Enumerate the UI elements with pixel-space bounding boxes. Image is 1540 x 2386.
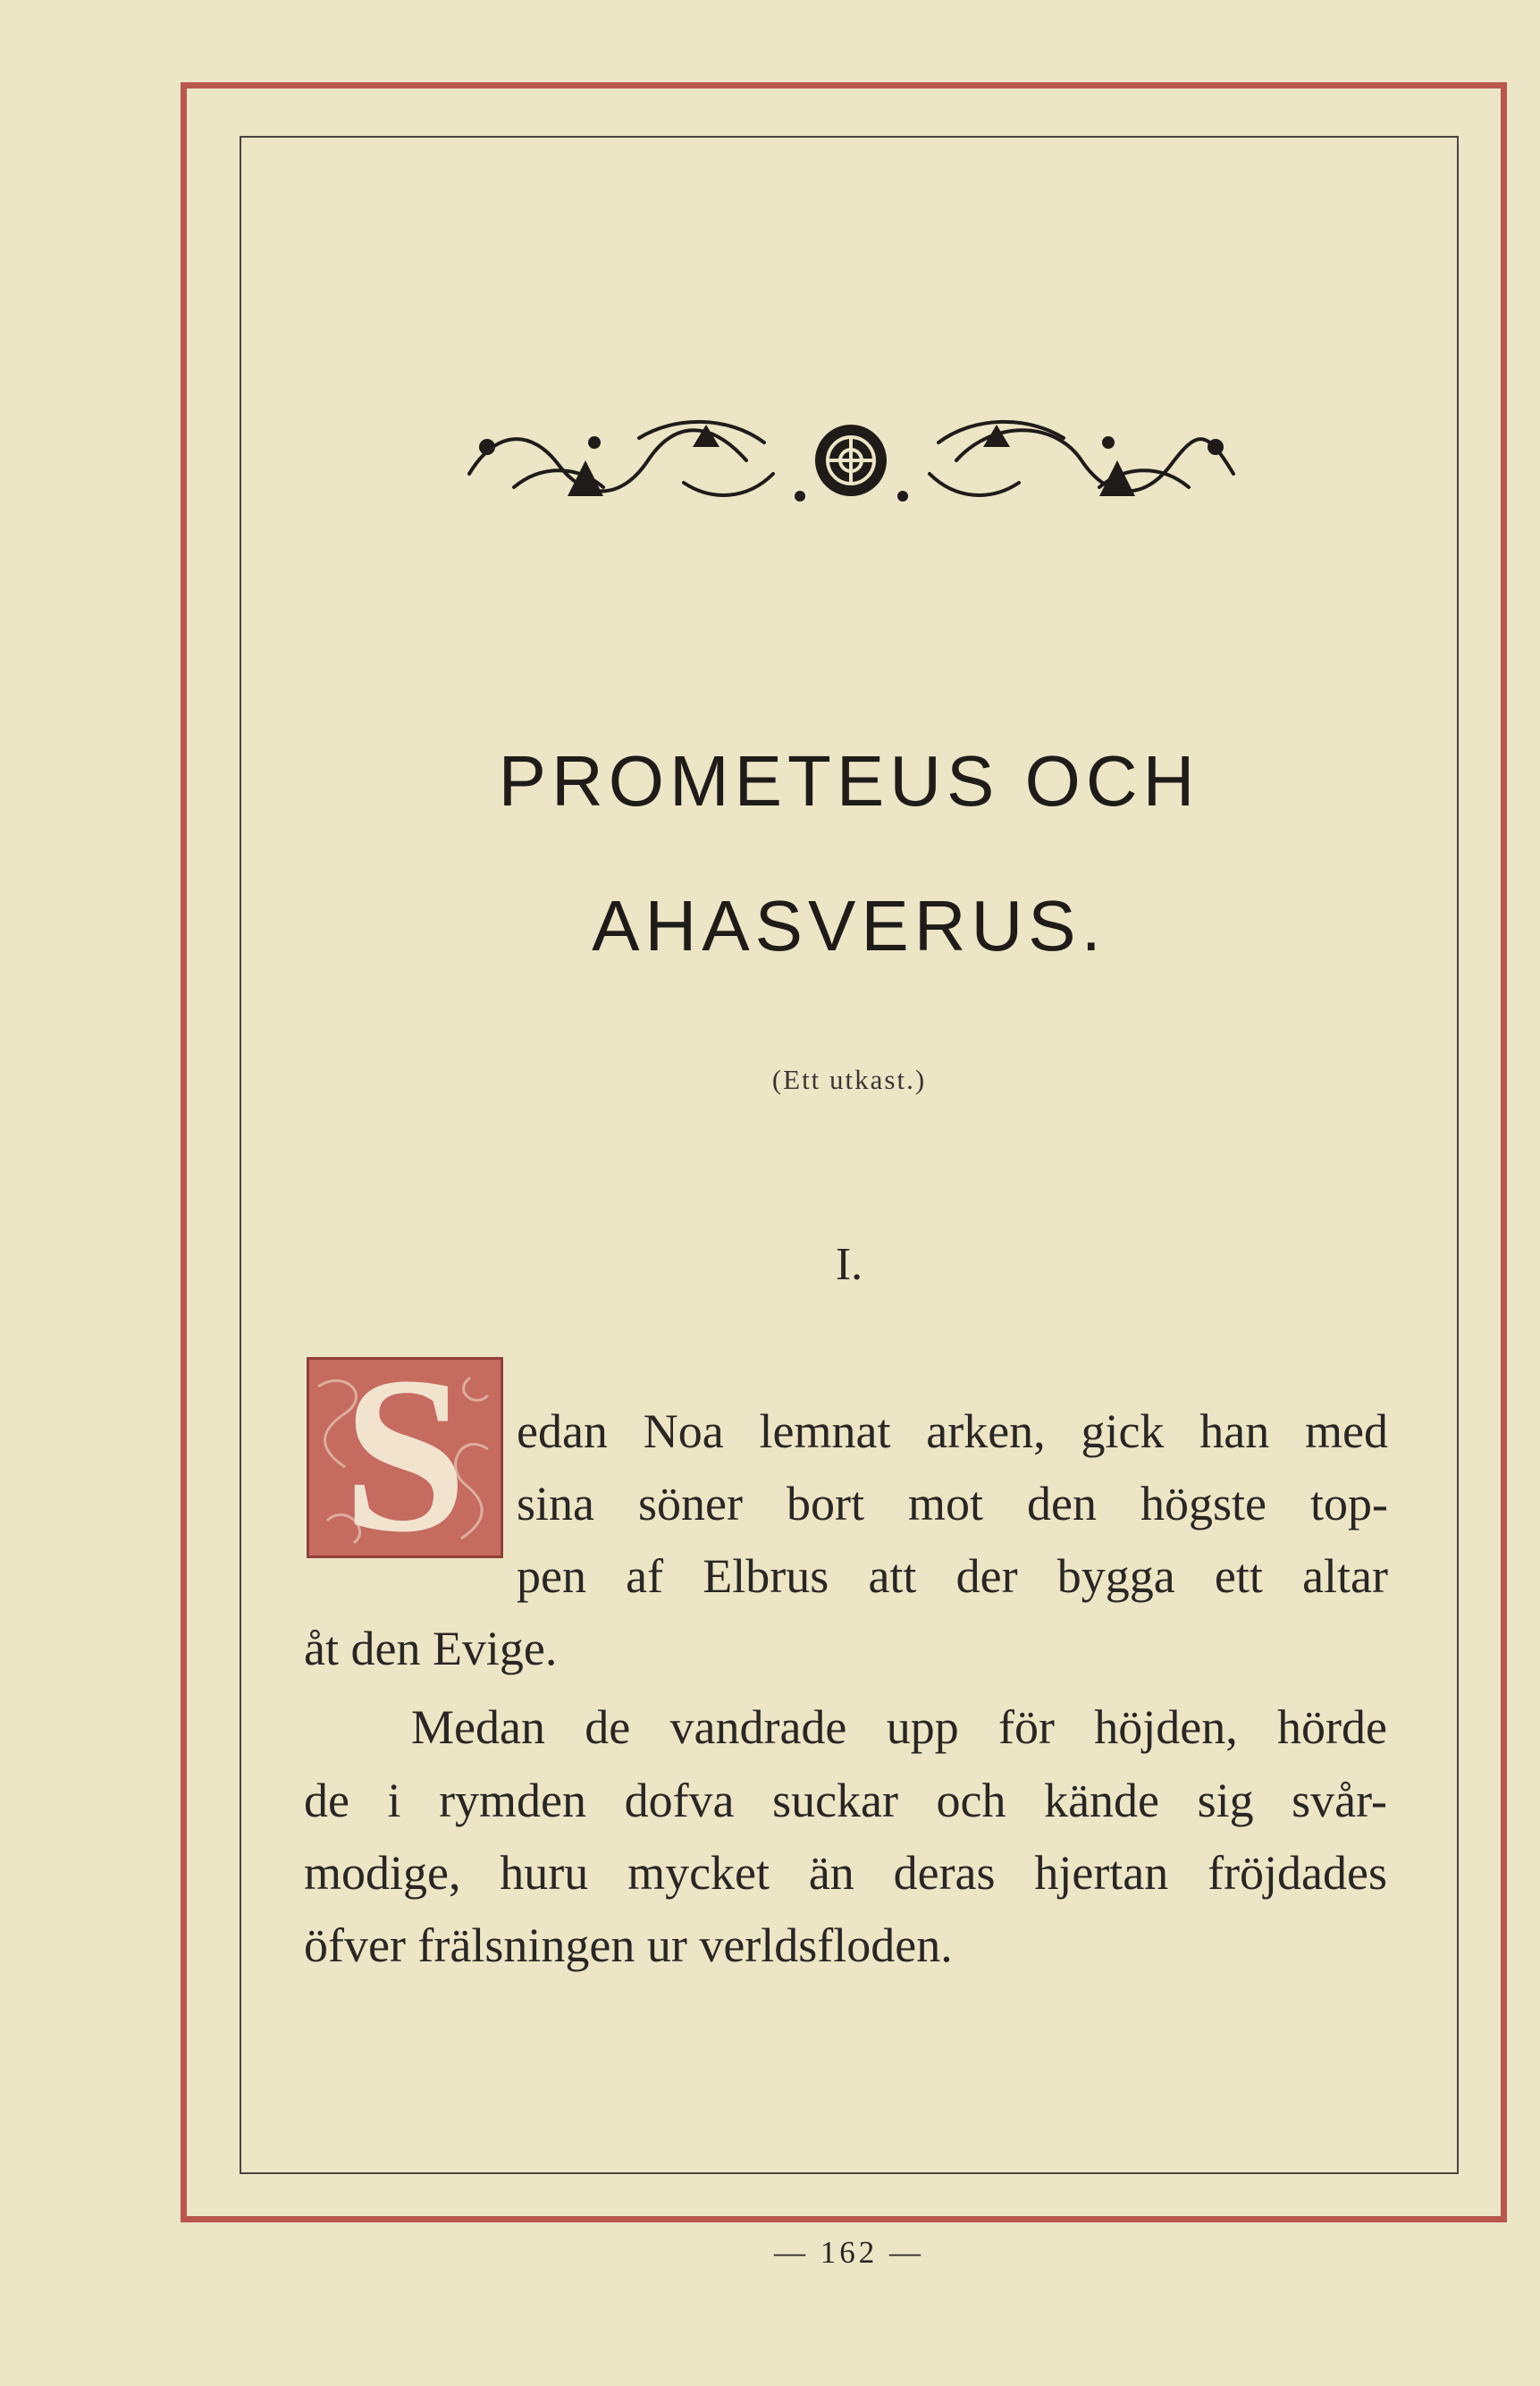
paragraph-1-line: edan Noa lemnat arken, gick han med	[517, 1404, 1388, 1458]
paragraph-1-line: sina söner bort mot den högste top-	[517, 1477, 1388, 1530]
page-number: — 162 —	[774, 2235, 924, 2270]
floral-vine-icon	[460, 411, 1242, 510]
paragraph-2-line: Medan de vandrade upp för höjden, hörde	[411, 1700, 1387, 1754]
dropcap	[307, 1357, 503, 1558]
dropcap-letter: S	[342, 1357, 467, 1558]
paragraph-2-line: modige, huru mycket än deras hjertan fröjdades	[304, 1846, 1387, 1900]
subtitle: (Ett utkast.)	[771, 1064, 927, 1095]
title-line-1: PROMETEUS OCH	[498, 741, 1200, 821]
section-number: I.	[835, 1239, 863, 1290]
paragraph-1-line: åt den Evige.	[304, 1622, 558, 1675]
paragraph-2-line: de i rymden dofva suckar och kände sig svår-	[304, 1774, 1387, 1827]
paragraph-2-line: öfver frälsningen ur verldsfloden.	[304, 1918, 953, 1972]
title-line-2: AHASVERUS.	[592, 886, 1107, 965]
paragraph-1-line: pen af Elbrus att der bygga ett altar	[517, 1549, 1388, 1603]
